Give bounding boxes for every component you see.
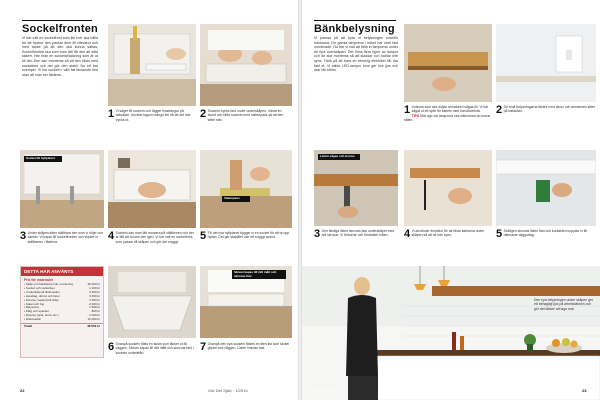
photo-step-6	[108, 266, 196, 338]
step-3-number: 3	[20, 230, 27, 242]
right-page-intro: Vi passar på att byta ut belysningen ovanför bänkarna. De gamla lamporna i köket har varit fast monterade. Nu har vi valt att fälla in lamporna under de fyra överskåpen. Det finns flera typer av lampor och de ska monteras så att sladdar och kablar inte syns. Tänk på att bara en behörig elektriker får dra fast el. Vi valde LED-lampor som ger bra ljus och drar lite ström.	[314, 36, 398, 73]
kitchen-caption: Den nya belysningen under skåpen ger ett behagligt ljus på arbetsbänken och gör det lättare att laga mat.	[534, 298, 594, 311]
step-2-text	[200, 109, 290, 122]
right-page-title: Bänkbelysning	[314, 20, 396, 35]
light-step-3-description: Den färdiga listen skruvas fast underskåpet med två skruvar. Vi förborrar och försänker hålen.	[321, 229, 395, 238]
cost-row: • Kakel och fog 2 000 kr	[24, 301, 100, 306]
photo-step-4	[108, 150, 196, 228]
label-vattenpass: Vattenpass	[222, 196, 250, 202]
light-step-4-text	[404, 229, 492, 239]
left-folio-text: Gör Det Själv · 1/2013	[208, 388, 248, 393]
step-3-description: Under skåpen sitter ställbara ben som vi höjer och sänker. Vi kapar till sockelfronten och skjuter in ställbenen i fästena.	[27, 231, 104, 244]
step-1-description: Vi såger till sockeln och lägger limsträngar på baksidan. Använd lagom mängd lim så att det inte trycks ut.	[115, 109, 191, 122]
light-step-3-number: 3	[314, 228, 321, 240]
step-1-number: 1	[108, 108, 115, 120]
photo-light-step-1	[404, 24, 492, 102]
left-page-title: Sockelfronten	[22, 20, 92, 35]
cost-box-header: DETTA HAR ANVÄNTS	[21, 267, 103, 276]
tip-text: Mät upp var lamporna ska sitta innan du borrar hålen.	[404, 113, 491, 122]
step-4-text	[108, 231, 196, 244]
photo-step-1	[108, 24, 196, 106]
cost-row: • Sockel och sockelben 1 200 kr	[24, 285, 100, 290]
step-3-text	[20, 231, 104, 244]
cost-box	[20, 266, 104, 358]
light-step-2-number: 2	[496, 104, 503, 116]
photo-light-step-3	[314, 150, 398, 226]
step-2-description: Sockeln trycks fast under underskåpen. Vänta en stund och rätta sockeln med vattenpass så att den sitter rakt.	[207, 109, 284, 122]
light-step-4-description: Vi använder limpistol för att fästa kablarna under skåpen så att de inte syns.	[411, 229, 485, 238]
cost-row: • Färg och spackel 800 kr	[24, 309, 100, 314]
step-2-number: 2	[200, 108, 207, 120]
step-1-text	[108, 109, 194, 122]
light-step-2-text	[496, 105, 596, 115]
label-listen: Listen sågas och borras	[318, 154, 360, 160]
step-5-number: 5	[200, 230, 207, 242]
cost-row: • Diverse (spik, skruv etc.) 1 000 kr	[24, 313, 100, 318]
left-folio	[20, 388, 24, 393]
light-step-5-number: 5	[496, 228, 503, 240]
light-step-1-number: 1	[404, 104, 411, 116]
left-page-intro: Vi har valt en sockelfront som lite mer ska hålla för att trycker den passar dem till vitevaror och med tanke på att den ska kunna sättas. Sockelfronten ska som man lätt får den att sitta säkert. Har man en sockelsträckning som är ut till det. Den kan monteras så att den fästs med sockelben och det gör den stabil. Nu ett bra exempel. Vi har sockeln i vårt fall täckande ben utan att man ser fästena.	[22, 36, 98, 77]
step-5-text	[200, 231, 292, 241]
right-page-number: 23	[582, 388, 587, 393]
light-step-5-text	[496, 229, 596, 239]
right-page	[302, 0, 600, 400]
step-4-number: 4	[108, 230, 115, 242]
step-6-number: 6	[108, 341, 115, 353]
cost-row: • Belysning 1 500 kr	[24, 305, 100, 310]
light-step-3-text	[314, 229, 398, 239]
step-7-description: Ovanpå den nya sockeln fästes en liten list som täcker glipan mot väggen. Listen limmas fast.	[207, 342, 290, 351]
light-step-4-number: 4	[404, 228, 411, 240]
label-sockel-hyllplanet: Sockel till hyllplanet	[24, 156, 62, 162]
label-skivan: Skivan kapas till rätt mått och skruvas fast	[232, 270, 286, 279]
photo-light-step-5	[496, 150, 596, 226]
photo-finished-kitchen	[302, 266, 600, 400]
step-7-text	[200, 342, 292, 352]
photo-light-step-2	[496, 24, 596, 102]
cost-row: • Diverse material till skåp 1 500 kr	[24, 297, 100, 302]
cost-box-subheader: Pris för materialet	[24, 278, 53, 282]
cost-row: • Diskmaskin 12 000 kr	[24, 317, 100, 322]
photo-step-5	[200, 150, 292, 228]
photo-step-3	[20, 150, 104, 228]
right-folio	[582, 388, 586, 393]
tip-label: TIPS	[411, 113, 420, 118]
light-step-1-description: Listerna som ska döljas armaturen sågas till. Vi har sågat ut ett spår för kabeln med handöverfräs.	[411, 105, 489, 114]
left-page	[0, 0, 298, 400]
cost-row: • Skåp och bänkskiva inkl. montering 36 000 kr	[24, 282, 100, 286]
light-step-1-text	[404, 105, 492, 122]
step-5-description: Till det nya hyllplanet bygger vi en sockel för att ta upp hyllan. Det ger stabilitet och ett snyggt avslut.	[207, 231, 290, 240]
cost-row: • Underskåp till diskmaskin 2 500 kr	[24, 289, 100, 294]
step-4-description: Sockeln kan man lätt montera på ställbenen och det är lätt att ta loss den igen. Vi har valt en sockelfront som passar till skåpen och gör det snyggt.	[115, 231, 194, 244]
step-7-number: 7	[200, 341, 207, 353]
photo-step-2	[200, 24, 292, 106]
left-page-number: 22	[20, 388, 25, 393]
right-folio-text: Gör Det Själv	[314, 388, 338, 393]
cost-row-total: Totalt 48 653 kr	[21, 323, 103, 329]
light-step-5-description: Slutligen skruvas listen fast och kontakten kopplas in till närmaste vägguttag.	[503, 229, 587, 238]
cost-row: • Handtag, dörrar och lister 3 000 kr	[24, 293, 100, 298]
light-step-2-description: De små belysningarna fästes med skruv och armaturen sitter på baksidan.	[503, 105, 596, 114]
photo-light-step-4	[404, 150, 492, 226]
step-6-text	[108, 342, 196, 355]
step-6-description: Ovanpå sockeln fästs en skiva som täcker ut till väggen. Skivan kapas till rätt mått och skruvas fast i sockeln underifrån.	[115, 342, 194, 355]
